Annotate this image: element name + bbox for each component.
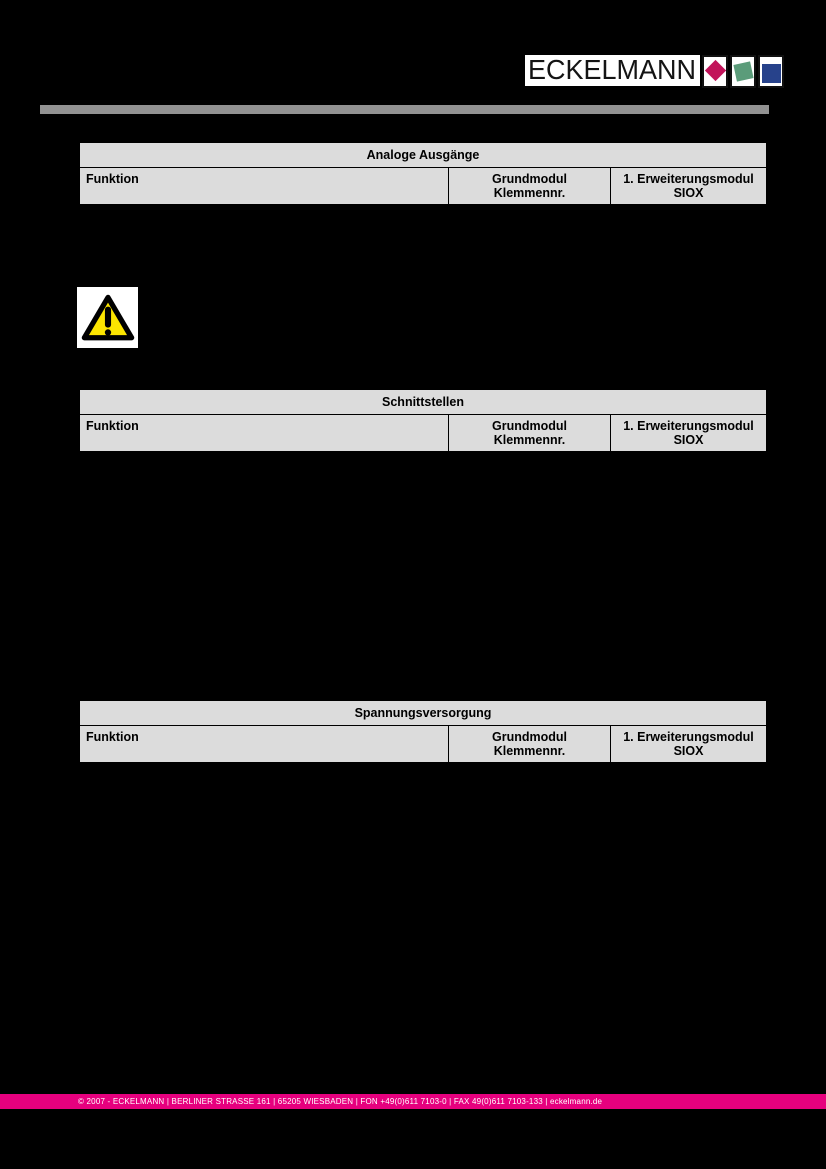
logo-wordmark-box <box>525 55 700 86</box>
warning-triangle-icon <box>80 293 136 343</box>
column-header-grundmodul <box>448 415 610 451</box>
table-header-row <box>80 168 766 204</box>
erweiterungsmodul-line1: 1. Erweiterungsmodul <box>623 730 754 744</box>
column-header-grundmodul <box>448 726 610 762</box>
column-header-grundmodul <box>448 168 610 204</box>
table-spannungsversorgung <box>78 699 768 764</box>
erweiterungsmodul-line1: 1. Erweiterungsmodul <box>623 172 754 186</box>
table-title: Spannungsversorgung <box>80 701 766 726</box>
column-header-erweiterungsmodul <box>610 415 766 451</box>
erweiterungsmodul-line2: SIOX <box>673 433 704 447</box>
column-header-funktion: Funktion <box>86 172 139 186</box>
logo-magenta-diamond-icon <box>702 55 728 88</box>
grundmodul-line1: Grundmodul <box>492 730 567 744</box>
table-title: Analoge Ausgänge <box>80 143 766 168</box>
logo-green-square-icon <box>730 55 756 88</box>
logo-blue-square-icon <box>758 55 784 88</box>
grundmodul-line2: Klemmennr. <box>493 433 566 447</box>
column-header-erweiterungsmodul <box>610 726 766 762</box>
table-header-row <box>80 726 766 762</box>
column-header-erweiterungsmodul <box>610 168 766 204</box>
blue-square-shape <box>762 64 781 83</box>
warning-sign <box>77 287 138 348</box>
footer-text: © 2007 - ECKELMANN | BERLINER STRASSE 161 | 65205 WIESBADEN | FON +49(0)611 7103-0 | FAX 49(0)611 7103-133 | eckelmann.de <box>78 1097 603 1106</box>
table-title: Schnittstellen <box>80 390 766 415</box>
grundmodul-line2: Klemmennr. <box>493 744 566 758</box>
footer-bar <box>0 1094 826 1109</box>
grundmodul-line1: Grundmodul <box>492 172 567 186</box>
green-square-shape <box>733 61 753 81</box>
eckelmann-logo <box>525 55 784 88</box>
table-schnittstellen <box>78 388 768 453</box>
logo-wordmark: ECKELMANN <box>528 54 697 86</box>
erweiterungsmodul-line2: SIOX <box>673 744 704 758</box>
erweiterungsmodul-line1: 1. Erweiterungsmodul <box>623 419 754 433</box>
erweiterungsmodul-line2: SIOX <box>673 186 704 200</box>
table-header-row <box>80 415 766 451</box>
grundmodul-line1: Grundmodul <box>492 419 567 433</box>
column-header-funktion: Funktion <box>86 730 139 744</box>
column-header-funktion: Funktion <box>86 419 139 433</box>
table-analoge-ausgaenge <box>78 141 768 206</box>
grundmodul-line2: Klemmennr. <box>493 186 566 200</box>
magenta-diamond-shape <box>705 60 726 81</box>
header-divider-bar <box>40 105 769 114</box>
